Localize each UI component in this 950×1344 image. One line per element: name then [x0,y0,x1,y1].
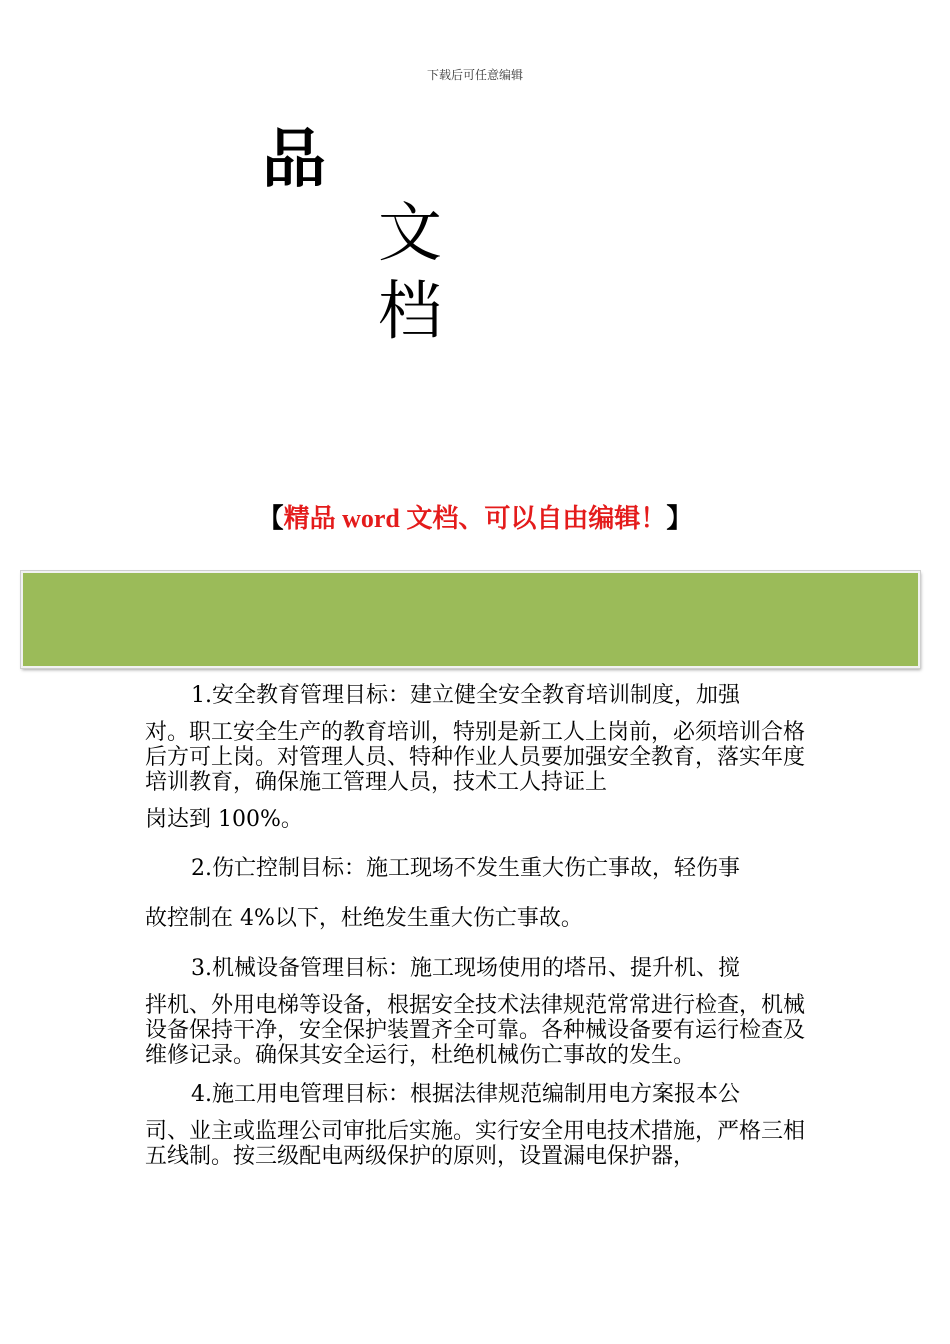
paragraph-2-first-line: 2.伤亡控制目标：施工现场不发生重大伤亡事故，轻伤事 [191,856,740,881]
paragraph-3-first-line: 3.机械设备管理目标：施工现场使用的塔吊、提升机、搅 [191,956,740,981]
paragraph-2-last: 故控制在 4%以下，杜绝发生重大伤亡事故。 [145,906,583,931]
promo-text: 精品 word 文档、可以自由编辑！ [283,504,667,533]
title-char-1: 品 [262,123,326,197]
paragraph-1-last: 岗达到 100%。 [145,807,303,832]
document-body [145,678,805,1169]
promo-open-bracket: 【 [257,504,284,533]
title-char-2: 文 [378,197,442,271]
paragraph-1-first-line [145,678,805,714]
promo-close-bracket: 】 [666,504,693,533]
title-char-3: 档 [378,275,442,349]
paragraph-4-body: 司、业主或监理公司审批后实施。实行安全用电技术措施，严格三相五线制。按三级配电两级保护的原则，设置漏电保护器， [145,1119,806,1169]
paragraph-1-body: 对。职工安全生产的教育培训，特别是新工人上岗前，必须培训合格后方可上岗。对管理人员、特种作业人员要加强安全教育，落实年度培训教育，确保施工管理人员，技术工人持证上 [145,720,806,795]
green-banner [21,571,920,668]
header-note: 下载后可任意编辑 [426,68,523,82]
promo-line [0,503,950,534]
paragraph-1-first-text: 1.安全教育管理目标：建立健全安全教育培训制度，加强 [191,683,740,708]
paragraph-3-body: 拌机、外用电梯等设备，根据安全技术法律规范常常进行检查，机械设备保持干净，安全保护装置齐全可靠。各种械设备要有运行检查及维修记录。确保其安全运行，杜绝机械伤亡事故的发生。 [145,993,806,1068]
paragraph-4-first-line: 4.施工用电管理目标：根据法律规范编制用电方案报本公 [191,1082,740,1107]
